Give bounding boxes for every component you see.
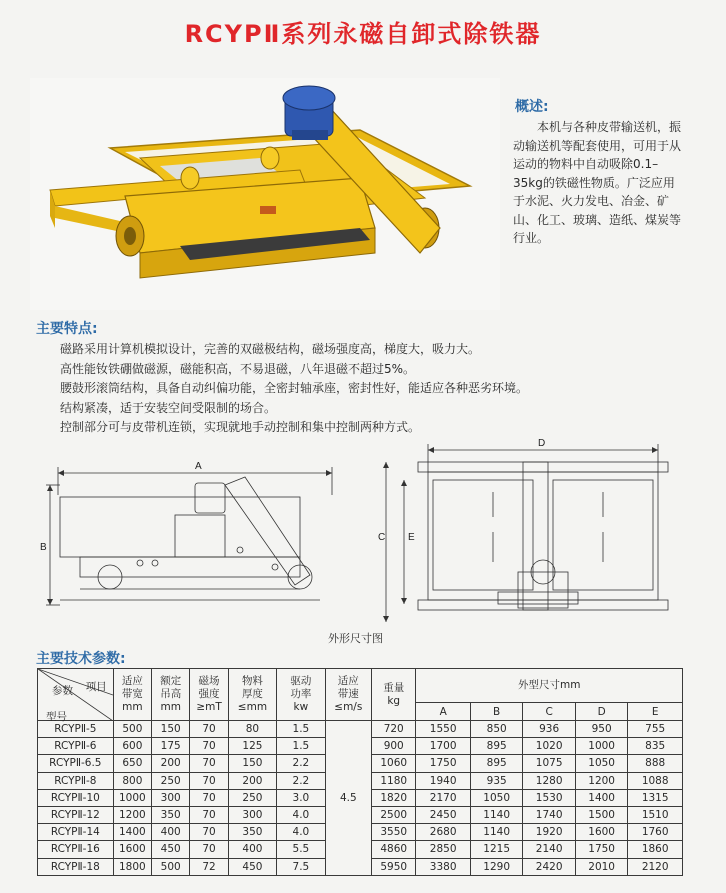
table-cell: 1200 [575,772,627,789]
features-heading: 主要特点: [36,321,98,337]
overview-heading: 概述: [515,99,549,115]
table-cell: 1060 [372,755,416,772]
table-cell: 70 [190,806,228,823]
col-hang-height: 额定 吊高 mm [152,669,190,721]
col-dim-a: A [416,703,471,721]
table-cell: 70 [190,755,228,772]
table-cell: 935 [470,772,522,789]
table-cell: 850 [470,721,522,738]
table-cell: 72 [190,858,228,875]
table-cell: 1290 [470,858,522,875]
table-cell: 7.5 [277,858,325,875]
diag-label-model: 型号 [46,711,67,723]
table-row [38,721,683,738]
overview-text: 本机与各种皮带输送机，振动输送机等配套使用，可用于从运动的物料中自动吸除0.1–35kg的铁磁性物质。广泛应用于水泥、火力发电、冶金、矿山、化工、玻璃、造纸、煤炭等行业。 [513,120,682,245]
table-cell: 1000 [113,789,151,806]
table-cell: RCYPⅡ-18 [38,858,114,875]
table-cell: 1.5 [277,721,325,738]
table-cell: 4.0 [277,806,325,823]
table-cell: 755 [628,721,683,738]
table-cell: 70 [190,738,228,755]
table-cell: 1315 [628,789,683,806]
table-cell: 835 [628,738,683,755]
dim-label-d: D [538,438,546,449]
page-title: RCYPⅡ系列永磁自卸式除铁器 [184,20,542,48]
table-cell: 3.0 [277,789,325,806]
table-cell: 1215 [470,841,522,858]
table-cell: 250 [228,789,276,806]
table-cell: 1400 [113,824,151,841]
table-cell: 888 [628,755,683,772]
table-cell: 125 [228,738,276,755]
table-cell: RCYPⅡ-12 [38,806,114,823]
table-cell: 70 [190,841,228,858]
table-cell: 175 [152,738,190,755]
table-cell: RCYPⅡ-8 [38,772,114,789]
table-cell: 1800 [113,858,151,875]
table-cell: 1860 [628,841,683,858]
table-cell: 720 [372,721,416,738]
table-cell: 1200 [113,806,151,823]
features-list [60,340,660,438]
table-cell: RCYPⅡ-14 [38,824,114,841]
spec-table-body [38,721,683,876]
table-cell: 250 [152,772,190,789]
top-view-drawing [378,432,690,632]
table-cell: 2850 [416,841,471,858]
table-cell: 2420 [523,858,575,875]
table-cell: 1140 [470,806,522,823]
table-cell: 2010 [575,858,627,875]
table-cell: 1500 [575,806,627,823]
product-photo [30,78,500,310]
col-power: 驱动 功率 kw [277,669,325,721]
table-cell: 2140 [523,841,575,858]
table-cell: 950 [575,721,627,738]
table-cell: RCYPⅡ-16 [38,841,114,858]
table-cell: 5950 [372,858,416,875]
table-cell: 200 [152,755,190,772]
table-cell: 1088 [628,772,683,789]
table-cell: 1700 [416,738,471,755]
col-dim-b: B [470,703,522,721]
dim-label-c: C [378,532,386,543]
diag-label-param: 参数 [52,685,73,697]
table-cell: 1.5 [277,738,325,755]
table-cell: 80 [228,721,276,738]
table-cell: 2680 [416,824,471,841]
table-cell: 2.2 [277,772,325,789]
table-cell: 70 [190,789,228,806]
table-cell: 2170 [416,789,471,806]
table-cell: 400 [228,841,276,858]
table-cell: 1000 [575,738,627,755]
table-cell: 1530 [523,789,575,806]
table-cell: 1510 [628,806,683,823]
table-cell: 1180 [372,772,416,789]
table-cell: 936 [523,721,575,738]
col-belt-speed: 适应 带速 ≤m/s [325,669,371,721]
table-cell: 70 [190,772,228,789]
table-cell: 500 [113,721,151,738]
side-view-drawing [40,455,360,630]
table-cell: RCYPⅡ-5 [38,721,114,738]
table-cell: 2500 [372,806,416,823]
table-cell: 1050 [575,755,627,772]
feature-item: 控制部分可与皮带机连锁，实现就地手动控制和集中控制两种方式。 [60,420,421,434]
table-cell: 300 [228,806,276,823]
table-cell: 1600 [113,841,151,858]
table-cell: 1740 [523,806,575,823]
table-cell: 1550 [416,721,471,738]
table-cell: 1920 [523,824,575,841]
table-cell: 150 [228,755,276,772]
table-cell: 70 [190,824,228,841]
col-weight: 重量 kg [372,669,416,721]
col-thickness: 物料 厚度 ≤mm [228,669,276,721]
dim-label-a: A [195,461,202,472]
table-cell: 2.2 [277,755,325,772]
diag-header-cell [38,669,114,721]
diag-label-item: 项目 [85,681,107,693]
col-dim-e: E [628,703,683,721]
drawing-caption: 外形尺寸图 [328,632,383,645]
table-cell: 650 [113,755,151,772]
col-field-strength: 磁场 强度 ≥mT [190,669,228,721]
table-cell: 900 [372,738,416,755]
col-belt-width: 适应 带宽 mm [113,669,151,721]
table-cell: 1940 [416,772,471,789]
feature-item: 磁路采用计算机模拟设计，完善的双磁极结构，磁场强度高，梯度大，吸力大。 [60,342,481,356]
table-cell: 4860 [372,841,416,858]
table-cell: RCYPⅡ-6.5 [38,755,114,772]
table-cell: 1020 [523,738,575,755]
feature-item: 高性能钕铁硼做磁源，磁能积高，不易退磁，八年退磁不超过5%。 [60,361,416,376]
table-cell: 895 [470,738,522,755]
table-cell: 1075 [523,755,575,772]
col-dimensions: 外型尺寸mm [416,669,683,703]
table-cell: 1400 [575,789,627,806]
table-cell: 1600 [575,824,627,841]
table-cell: 2120 [628,858,683,875]
table-cell: 350 [228,824,276,841]
table-cell: 4.0 [277,824,325,841]
table-cell: 1050 [470,789,522,806]
table-cell: 600 [113,738,151,755]
table-cell: 350 [152,806,190,823]
table-cell: 1750 [575,841,627,858]
table-cell: 150 [152,721,190,738]
table-cell: RCYPⅡ-6 [38,738,114,755]
table-cell: 70 [190,721,228,738]
table-cell: 1750 [416,755,471,772]
table-cell: 800 [113,772,151,789]
table-cell: 2450 [416,806,471,823]
spec-table [37,668,683,876]
params-heading: 主要技术参数: [36,651,126,667]
dim-label-e: E [408,532,415,543]
table-cell: 5.5 [277,841,325,858]
belt-speed-cell: 4.5 [325,721,371,876]
col-dim-c: C [523,703,575,721]
table-cell: 400 [152,824,190,841]
table-cell: 300 [152,789,190,806]
table-cell: 450 [228,858,276,875]
table-cell: 1280 [523,772,575,789]
table-cell: 1820 [372,789,416,806]
table-cell: RCYPⅡ-10 [38,789,114,806]
table-cell: 3380 [416,858,471,875]
feature-item: 结构紧凑，适于安装空间受限制的场合。 [60,400,277,415]
table-cell: 1760 [628,824,683,841]
feature-item: 腰鼓形滚筒结构，具备自动纠偏功能，全密封轴承座，密封性好，能适应各种恶劣环境。 [60,381,529,395]
table-cell: 500 [152,858,190,875]
table-cell: 450 [152,841,190,858]
table-cell: 3550 [372,824,416,841]
table-cell: 200 [228,772,276,789]
table-cell: 895 [470,755,522,772]
table-cell: 1140 [470,824,522,841]
dim-label-b: B [40,542,47,553]
col-dim-d: D [575,703,627,721]
